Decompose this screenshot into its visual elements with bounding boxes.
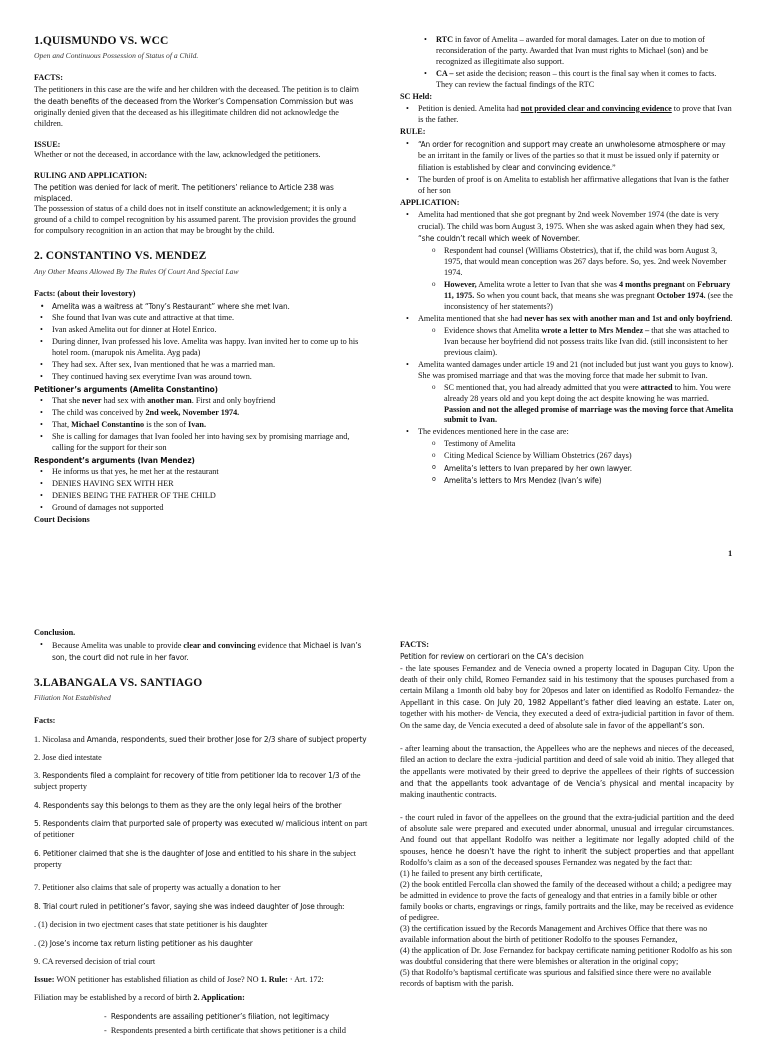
list-item: - Respondents presented a birth certificate that shows petitioner is a child xyxy=(104,1026,346,1036)
text: Michael is Ivan’s son, the court did not rule in her favor. xyxy=(52,639,362,662)
conclusion-label: Conclusion. xyxy=(34,628,76,637)
text: (see the inconsistency of her statements?) xyxy=(444,290,733,311)
text: WON petitioner has established filiation as child of Jose? NO xyxy=(54,975,261,985)
list-item: • She is calling for damages that Ivan fooled her into having sex by promising marriage and, calling for the support for their son xyxy=(34,432,366,454)
list-item xyxy=(400,314,734,325)
rule-label: RULE: xyxy=(400,126,426,136)
text: clear and convincing evidence xyxy=(502,161,610,172)
case2-subtitle: Any Other Means Allowed By The Rules Of Court And Special Law xyxy=(34,266,239,276)
issue-line xyxy=(34,975,368,986)
list-item: • Ivan asked Amelita out for dinner at Hotel Enrico. xyxy=(34,325,366,336)
text: “An order for recognition and support may create an unwholesome atmosphere or xyxy=(418,138,710,149)
text: 2nd week, November 1974. xyxy=(145,407,240,417)
text: However, xyxy=(444,279,477,289)
list-item xyxy=(400,139,734,174)
text: to him. You were already 28 years old and you kept doing the act despite knowing he was married. xyxy=(444,382,731,403)
paragraph xyxy=(400,664,734,732)
text: So when you count back, that means she was pregnant xyxy=(474,290,657,300)
text: evidence that xyxy=(255,640,302,650)
petitioner-list xyxy=(34,396,366,454)
facts-label: FACTS: xyxy=(34,72,63,82)
fact-item: 7. Petitioner also claims that sale of property was actually a donation to her xyxy=(34,883,281,893)
text: - after learning about the transaction, the Appellees who are the nephews and nieces of the deceased, filed an action to declare the extra -judicial partition and deed of sale void ab initio. They alleged that the appellants were motivated by their greed to deprive the appellees of their xyxy=(400,743,734,776)
application-list xyxy=(34,1011,368,1037)
text: is the son of xyxy=(144,419,189,429)
text: and that appellant Rodolfo’s claim as a son of the deceased spouses Fernandez was negated by the fact that: xyxy=(400,846,734,867)
list-item: • Amelita wanted damages under article 19 and 21 (not included but just want you guys to know). She was promised marriage and that was the moving force that made her submit to Ivan. xyxy=(400,360,734,382)
text: 2. Application: xyxy=(193,993,245,1003)
rule-list xyxy=(400,139,734,197)
text: wrote a letter to Mrs Mendez – xyxy=(541,325,650,335)
fact-item: 2. Jose died intestate xyxy=(34,752,102,762)
sc-held-label: SC Held: xyxy=(400,91,433,101)
list-item: • They had sex. After sex, Ivan mentioned that he was a married man. xyxy=(34,360,366,371)
text: the subject property xyxy=(34,771,361,792)
text: set aside the decision; reason – this court is the final say when it comes to facts. They can review the factual findings of the RTC xyxy=(436,68,717,89)
text: never has sex with another man and 1st and only boyfriend xyxy=(524,313,731,323)
text: through: xyxy=(314,902,345,912)
list-item: o Amelita’s letters to Ivan prepared by her own lawyer. xyxy=(400,463,734,474)
list-item: • Amelita was a waitress at “Tony’s Restaurant” where she met Ivan. xyxy=(34,301,366,312)
text: .” xyxy=(609,162,616,172)
text: October 1974. xyxy=(656,290,706,300)
facts-text xyxy=(34,84,366,130)
paragraph xyxy=(400,744,734,801)
fact-item: . (1) decision in two ejectment cases that state petitioner is his daughter xyxy=(34,920,268,930)
sc-held-list xyxy=(400,104,734,126)
text: The child was conceived by xyxy=(52,407,146,417)
text: Issue: xyxy=(34,975,55,985)
fact-item xyxy=(34,734,368,746)
list-item: (1) he failed to present any birth certificate, xyxy=(400,868,543,878)
fact-item xyxy=(34,938,368,950)
list-item: (2) the book entitled Fercolla clan showed the family of the deceased without a child; a pedigree may be admitted in evidence to prove the facts of genealogy and that entries in a family bible or other family books or charts, engravings or rings, family portraits and the like, may be received as evidence of pedigree. xyxy=(400,879,734,922)
application-list xyxy=(400,210,734,487)
fact-item: 9. CA reversed decision of trial court xyxy=(34,957,156,967)
text: rights of succession and that the appellants took advantage of de Vencia’s physical and mental xyxy=(400,765,734,788)
text: 1. Rule: xyxy=(260,975,288,985)
text: Ivan. xyxy=(188,419,207,429)
paragraph xyxy=(400,813,734,869)
list-item xyxy=(400,210,734,245)
text: to prove that Ivan is the father. xyxy=(418,103,732,124)
list-item: (5) that Rodolfo’s baptismal certificate was spurious and falsified since there were no available records of baptism with the parish. xyxy=(400,967,712,988)
lower-court-list xyxy=(400,35,734,91)
text: 4 months pregnant xyxy=(619,279,685,289)
text: Filiation may be established by a record of birth xyxy=(34,993,194,1003)
list-item: • The burden of proof is on Amelita to establish her affirmative allegations that Ivan is the father of her son xyxy=(400,175,734,197)
page-number: 1 xyxy=(728,548,733,558)
list-item xyxy=(418,35,734,68)
issue-label: ISSUE: xyxy=(34,139,61,149)
list-item xyxy=(400,326,734,359)
case1-title: 1.QUISMUNDO VS. WCC xyxy=(34,35,169,47)
text: . (2) xyxy=(34,939,50,949)
list-item: • She found that Ivan was cute and attractive at that time. xyxy=(34,313,366,324)
list-item: o Citing Medical Science by William Obstetrics (267 days) xyxy=(400,451,734,462)
text: Because Amelita was unable to provide xyxy=(52,640,184,650)
text: Michael Constantino xyxy=(71,419,145,429)
text: Respondents presented a birth certificate that shows petitioner is a child xyxy=(110,1026,346,1036)
ruling-label: RULING AND APPLICATION: xyxy=(34,171,148,181)
text: Amelita mentioned that she had xyxy=(418,313,525,323)
fact-item xyxy=(34,848,368,871)
list-item xyxy=(34,640,368,664)
page2-left-column xyxy=(34,628,368,1037)
text: clear and convincing xyxy=(183,640,256,650)
case3-title: 3.LABANGALA VS. SANTIAGO xyxy=(34,676,203,689)
text: Respondents are assailing petitioner’s filiation, not legitimacy xyxy=(110,1011,330,1022)
facts2-label: Facts: (about their lovestory) xyxy=(34,288,136,298)
list-item: (4) the application of Dr. Jose Fernandez for backpay certificate naming petitioner Rodolfo as his son was doubtful considering that there were blemishes or alteration in the original copy; xyxy=(400,945,732,966)
text: may be an irritant in the family or lives of the parties so that it must be issued only if paternity or filiation is established by xyxy=(418,139,726,172)
text: never xyxy=(82,395,102,405)
petitioner-label: Petitioner’s arguments (Amelita Constantino) xyxy=(34,383,218,394)
text: Evidence shows that Amelita xyxy=(444,325,542,335)
fact-item xyxy=(34,901,368,913)
facts3-label: Facts: xyxy=(34,715,56,725)
application-label: APPLICATION: xyxy=(400,197,460,207)
text: appellant’s son. xyxy=(648,719,705,730)
facts-label: FACTS: xyxy=(400,640,429,649)
text: RTC xyxy=(436,35,453,44)
text: · Art. 172: xyxy=(287,975,324,985)
facts-line: The petitioners in this case are the wife and her children with the deceased. The petition is to xyxy=(34,84,338,94)
text: CA – xyxy=(436,68,454,78)
facts-line: originally denied given that the deceased as his illegitimate children did not acknowledge the children. xyxy=(34,107,339,128)
filiation-line xyxy=(34,993,368,1004)
list-item xyxy=(400,104,734,126)
fact-item xyxy=(34,770,368,793)
text: had sex with xyxy=(101,395,148,405)
text: Later on, together with his mother- de Vencia, they executed a deed of extra-judicial partition in favor of them. On the same day, de Vencia executed a deed of absolute sale in favor of the xyxy=(400,697,734,730)
text: That she xyxy=(52,395,83,405)
text: That, xyxy=(52,419,72,429)
text: 6. Petitioner claimed that she is the daughter of Jose and entitled to his share in the xyxy=(34,848,331,859)
page1-right-column xyxy=(400,34,734,487)
text: Jose’s income tax return listing petitioner as his daughter xyxy=(49,938,253,949)
text: Amanda, respondents, sued their brother Jose for 2/3 share of subject property xyxy=(86,733,367,744)
petition-line: Petition for review on certiorari on the CA’s decision xyxy=(400,650,584,661)
conclusion-list xyxy=(34,640,368,664)
text: - the late spouses Fernandez and de Venecia owned a property located in Dagupan City. Upon the death of their only child, Romeo Fernandez said in his testimony that the spouses purchased from a certain Milang a 1month old baby boy for 20pesos and later on identified as Rodolfo Fernandez- the Appell xyxy=(400,663,734,707)
list-item: • DENIES BEING THE FATHER OF THE CHILD xyxy=(34,491,366,502)
text: when they had sex, “she couldn’t recall which week of November. xyxy=(418,220,725,243)
list-item: - Respondents are assailing petitioner’s filiation, not legitimacy xyxy=(104,1011,330,1022)
respondent-label: Respondent’s arguments (Ivan Mendez) xyxy=(34,454,195,465)
facts2-list xyxy=(34,301,366,383)
text: 1. Nicolasa and xyxy=(34,734,87,744)
text: on part of petitioner xyxy=(34,819,368,840)
respondent-list xyxy=(34,467,366,514)
list-item xyxy=(34,408,366,419)
list-item: (3) the certification issued by the Records Management and Archives Office that there was no available information about the birth of petitioner Rodolfo to the spouses Fernandez, xyxy=(400,923,708,944)
list-item: • The evidences mentioned here in the case are: xyxy=(400,427,734,438)
list-item xyxy=(418,69,734,91)
list-item: • They continued having sex everytime Ivan was around town. xyxy=(34,372,366,383)
text: Passion and not the alleged promise of marriage was the moving force that Amelita submit to Ivan. xyxy=(444,404,734,425)
list-item: • During dinner, Ivan professed his love. Amelita was happy. Ivan invited her to come up to his hotel room. (marupok nis Amelita. Ayg pada) xyxy=(34,337,366,359)
case3-subtitle: Filiation Not Established xyxy=(34,693,111,703)
list-item: • Ground of damages not supported xyxy=(34,503,366,514)
fact-item xyxy=(34,818,368,841)
text: another man xyxy=(147,395,192,405)
text: on xyxy=(684,279,698,289)
page2-right-column xyxy=(400,640,734,990)
text: in favor of Amelita – awarded for moral damages. Later on due to motion of reconsideration of the party. Awarded that Ivan must rights to Michael (son) and be recognized as illegitimate also support. xyxy=(436,35,709,66)
text: . xyxy=(730,313,733,323)
issue-text: Whether or not the deceased, in accordance with the law, acknowledged the petitioners. xyxy=(34,150,321,160)
facts-line: claim the death benefits of the deceased from the Worker’s Compensation Commission but was xyxy=(34,83,359,106)
text: Amelita had mentioned that she got pregnant by 2nd week November 1974 (the date is very crucial). The child was born August 3, 1975. When she was asked again xyxy=(418,209,719,231)
text: Respondents filed a complaint for recovery of title from petitioner Ida to recover 1/3 of xyxy=(42,770,349,781)
list-item: o Amelita’s letters to Mrs Mendez (Ivan’s wife) xyxy=(400,475,734,486)
list-item xyxy=(400,383,734,427)
list-item xyxy=(34,420,366,431)
list-item: o Testimony of Amelita xyxy=(400,439,734,450)
text: subject property xyxy=(34,849,357,870)
text: ant in this case. On July 20, 1982 Appellant’s father died leaving an estate. xyxy=(422,696,701,707)
text: not provided clear and convincing evidence xyxy=(520,103,672,113)
text: SC mentioned that, you had already admitted that you were xyxy=(444,382,641,392)
text: . First and only boyfriend xyxy=(191,395,276,405)
case2-title: 2. CONSTANTINO VS. MENDEZ xyxy=(34,250,207,263)
page1-left-column xyxy=(34,34,366,526)
text: ence he doesn’t have the right to inherit the subject properties xyxy=(434,845,671,856)
text: attracted xyxy=(640,382,673,392)
text: February 11, 1975. xyxy=(444,279,731,300)
text: that she was attached to Ivan because her boyfriend did not possess traits like Ivan did. (still inconsistent to her previous claim). xyxy=(444,325,730,357)
list-item: • DENIES HAVING SEX WITH HER xyxy=(34,479,366,490)
case1-subtitle: Open and Continuous Possession of Status of a Child. xyxy=(34,51,199,61)
list-item xyxy=(34,396,366,407)
ruling-text: The possession of status of a child does not in itself constitute an acknowledgement; it is only a ground of a child to compel recognition by his assumed parent. The provision provides the ground for compulsory recognition in an action that may be brought by the child. xyxy=(34,204,356,236)
text: incapacity by making inauthentic contracts. xyxy=(400,778,734,799)
ruling-line: The petition was denied for lack of merit. The petitioners’ reliance to Article 238 was misplaced. xyxy=(34,182,334,204)
text: Amelita wrote a letter to Ivan that she was xyxy=(476,279,619,289)
text: 3. xyxy=(34,771,43,781)
text: Petition is denied. Amelita had xyxy=(418,103,521,113)
court-decisions-label: Court Decisions xyxy=(34,514,90,524)
list-item: • He informs us that yes, he met her at the restaurant xyxy=(34,467,366,478)
fact-item: 4. Respondents say this belongs to them as they are the only legal heirs of the brother xyxy=(34,800,342,811)
list-item xyxy=(400,280,734,313)
text: - the court ruled in favor of the appellees on the ground that the extra-judicial partition and the deed of absolute sale were prepared and executed under abnormal, unusual and irregular circumstances. And found out that appellant Rodolfo was neither a legitimate nor legally adopted child of the spouses, h xyxy=(400,812,734,856)
list-item: o Respondent had counsel (Williams Obstetrics), that if, the child was born August 3, 1975, that would mean conception was 267 days before. So, yes. 2nd week November 1974. xyxy=(400,246,734,279)
text: 5. Respondents claim that purported sale of property was executed w/ malicious intent xyxy=(34,818,343,829)
text: 8. Trial court ruled in petitioner’s favor, saying she was indeed daughter of Jose xyxy=(34,901,315,912)
